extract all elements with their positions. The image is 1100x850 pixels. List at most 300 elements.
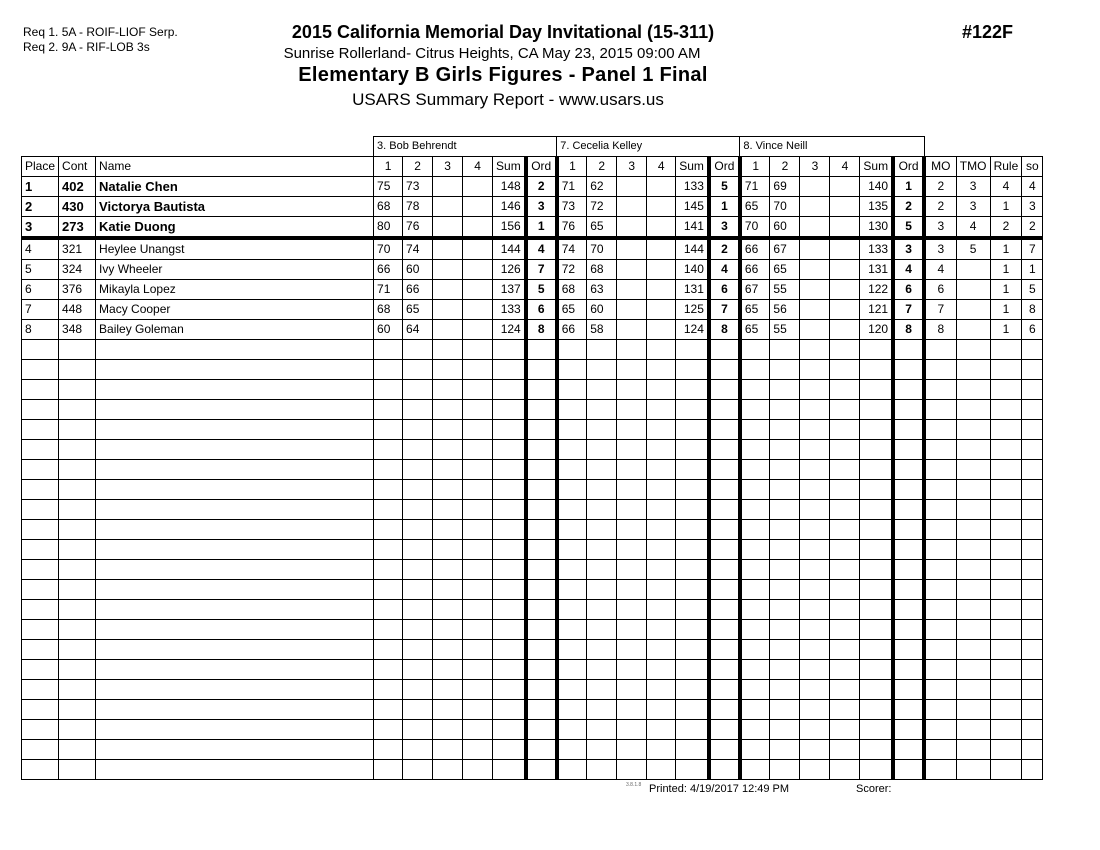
judge-3-score-cell (770, 460, 800, 480)
name-cell: Ivy Wheeler (96, 260, 374, 280)
name-cell (96, 500, 374, 520)
tmo-cell (956, 620, 990, 640)
mo-cell (924, 520, 956, 540)
judge-3-score-cell (830, 600, 860, 620)
judge-2-ordinal-cell (709, 640, 740, 660)
judge-2-score-cell (647, 580, 676, 600)
so-cell: 1 (1022, 260, 1043, 280)
judge-1-score-cell (403, 400, 433, 420)
judge-3-sum-cell: 131 (860, 260, 893, 280)
judge-1-ordinal-cell (526, 440, 557, 460)
cont-cell (59, 540, 96, 560)
judge-1-score-cell (403, 600, 433, 620)
judge-2-ordinal-cell: 2 (709, 238, 740, 260)
judge-1-score-cell (374, 740, 403, 760)
table-row (22, 177, 1043, 197)
judge-1-score-cell (374, 520, 403, 540)
table-row (22, 400, 1043, 420)
mo-cell (924, 600, 956, 620)
mo-cell: 8 (924, 320, 956, 340)
judge-2-score-cell (587, 720, 617, 740)
judge-2-ordinal-cell (709, 520, 740, 540)
place-cell (22, 660, 59, 680)
judge-3-ordinal-cell (893, 660, 924, 680)
judge-3-score-cell (800, 238, 830, 260)
judge-2-score-cell: 71 (557, 177, 587, 197)
name-cell (96, 480, 374, 500)
judge-2-score-cell (587, 620, 617, 640)
judge-3-score-cell (830, 340, 860, 360)
judge-1-score-cell (433, 420, 463, 440)
judge-3-score-cell (830, 740, 860, 760)
judge-1-score-cell (433, 640, 463, 660)
judge-3-score-cell (770, 340, 800, 360)
place-cell (22, 600, 59, 620)
judge-2-score-cell (587, 360, 617, 380)
judge-2-score-cell (647, 197, 676, 217)
so-cell: 2 (1022, 217, 1043, 239)
place-cell (22, 760, 59, 780)
so-cell: 5 (1022, 280, 1043, 300)
judge-1-score-cell: 71 (374, 280, 403, 300)
name-cell (96, 680, 374, 700)
rule-cell (990, 680, 1022, 700)
judge-1-score-cell (433, 540, 463, 560)
judge-3-score-cell: 55 (770, 280, 800, 300)
scorer-label: Scorer: (856, 783, 892, 795)
judge-2-sum-cell (676, 380, 709, 400)
judge-3-score-cell (830, 177, 860, 197)
judge-1-score-cell (374, 600, 403, 620)
place-cell (22, 620, 59, 640)
judge-2-score-cell (617, 260, 647, 280)
judge-1-sum-cell (493, 580, 526, 600)
judge-1-score-cell (403, 640, 433, 660)
judge-2-score-cell: 72 (557, 260, 587, 280)
judge-3-score-cell: 56 (770, 300, 800, 320)
judge-3-score-cell (830, 540, 860, 560)
so-cell: 6 (1022, 320, 1043, 340)
judge-1-score-cell (403, 700, 433, 720)
so-cell (1022, 480, 1043, 500)
place-cell (22, 420, 59, 440)
judge-1-score-cell (463, 700, 493, 720)
judge-1-sum-cell (493, 640, 526, 660)
place-cell (22, 460, 59, 480)
judge-3-score-cell (830, 420, 860, 440)
cont-cell: 402 (59, 177, 96, 197)
judge-3-score-cell (740, 740, 770, 760)
so-cell (1022, 600, 1043, 620)
judge-2-score-cell (587, 500, 617, 520)
judge-1-sum-cell: 148 (493, 177, 526, 197)
tmo-cell (956, 340, 990, 360)
rule-cell (990, 660, 1022, 680)
judge-1-score-cell (374, 720, 403, 740)
judge-2-score-cell (647, 660, 676, 680)
judge-3-score-cell (740, 540, 770, 560)
name-cell: Heylee Unangst (96, 238, 374, 260)
judge-2-sum-cell (676, 660, 709, 680)
judge-1-score-cell (463, 420, 493, 440)
judge-2-score-cell (647, 217, 676, 239)
tmo-cell (956, 380, 990, 400)
col-tmo: TMO (956, 157, 990, 177)
table-row (22, 560, 1043, 580)
judge-3-ordinal-cell: 2 (893, 197, 924, 217)
judge-2-score-cell (647, 380, 676, 400)
judge-3-score-cell (770, 720, 800, 740)
judge-2-score-cell: 76 (557, 217, 587, 239)
judge-2-sum-cell: 144 (676, 238, 709, 260)
name-cell (96, 740, 374, 760)
judge-3-score-cell (740, 380, 770, 400)
judge-3-score-cell: 65 (740, 300, 770, 320)
judge-3-ordinal-cell (893, 740, 924, 760)
rule-cell (990, 480, 1022, 500)
tmo-cell (956, 520, 990, 540)
rule-cell (990, 360, 1022, 380)
judge-2-score-cell (647, 360, 676, 380)
judge-3-ordinal-cell: 8 (893, 320, 924, 340)
judge-1-ordinal-cell (526, 720, 557, 740)
judge-2-sum-cell (676, 720, 709, 740)
judge-1-score-cell: 60 (403, 260, 433, 280)
so-cell (1022, 520, 1043, 540)
judge-3-sum-cell (860, 340, 893, 360)
judge-1-sum-cell: 126 (493, 260, 526, 280)
mo-cell (924, 480, 956, 500)
judge-1-score-cell (374, 660, 403, 680)
judge-3-score-cell (830, 580, 860, 600)
judge-1-score-cell: 64 (403, 320, 433, 340)
judge-1-sum-cell (493, 460, 526, 480)
judge-2-score-cell (647, 680, 676, 700)
place-cell (22, 360, 59, 380)
so-cell (1022, 380, 1043, 400)
judge-2-score-cell (617, 197, 647, 217)
judge-3-score-cell (770, 760, 800, 780)
table-row (22, 360, 1043, 380)
judge-3-ordinal-cell: 7 (893, 300, 924, 320)
judge-2-ordinal-cell (709, 600, 740, 620)
judge-1-score-cell (403, 720, 433, 740)
judge-3-score-cell (740, 700, 770, 720)
judge-2-sum-cell: 140 (676, 260, 709, 280)
judge-2-sum-cell: 133 (676, 177, 709, 197)
judge-2-ordinal-cell (709, 540, 740, 560)
judge-1-score-cell (403, 440, 433, 460)
judge-3-score-cell: 65 (740, 197, 770, 217)
column-header-row (22, 157, 1043, 177)
judge-1-score-cell: 65 (403, 300, 433, 320)
judge-3-score-cell: 71 (740, 177, 770, 197)
rule-cell (990, 620, 1022, 640)
cont-cell: 430 (59, 197, 96, 217)
rule-cell: 1 (990, 260, 1022, 280)
rule-cell (990, 700, 1022, 720)
judge-3-score-cell (770, 520, 800, 540)
mo-cell (924, 420, 956, 440)
name-cell: Bailey Goleman (96, 320, 374, 340)
rule-cell: 1 (990, 320, 1022, 340)
judge-3-score-cell (830, 620, 860, 640)
judge-2-score-cell (647, 400, 676, 420)
judge-2-score-cell (617, 400, 647, 420)
judge-3-ordinal-cell (893, 640, 924, 660)
judge-1-ordinal-cell (526, 740, 557, 760)
judge-3-score-cell (800, 700, 830, 720)
judge-2-score-cell (557, 660, 587, 680)
judge-3-ordinal-cell: 3 (893, 238, 924, 260)
mo-cell (924, 460, 956, 480)
rule-cell (990, 640, 1022, 660)
judge-1-score-cell (463, 340, 493, 360)
judge-3-score-cell: 67 (770, 238, 800, 260)
judge-1-ordinal-cell (526, 400, 557, 420)
rule-cell (990, 580, 1022, 600)
judge-1-ordinal-cell: 1 (526, 217, 557, 239)
judge-3-sum-cell (860, 640, 893, 660)
cont-cell (59, 340, 96, 360)
cont-cell (59, 680, 96, 700)
judge-2-ordinal-cell: 7 (709, 300, 740, 320)
judge-3-score-cell (740, 460, 770, 480)
version-label: 3.8.1.8 (626, 782, 642, 788)
judge-2-score-cell: 66 (557, 320, 587, 340)
judge-2-score-cell (557, 620, 587, 640)
judge-1-score-cell: 80 (374, 217, 403, 239)
judge-3-score-cell (740, 620, 770, 640)
judge-2-score-cell (557, 440, 587, 460)
judge-1-score-cell (374, 620, 403, 640)
judge-3-score-cell (800, 540, 830, 560)
judge-2-score-cell (647, 340, 676, 360)
judge-1-score-cell (463, 238, 493, 260)
judge-2-score-cell (587, 660, 617, 680)
judge-2-sum-cell (676, 620, 709, 640)
rule-cell (990, 740, 1022, 760)
judge-1-score-cell (463, 520, 493, 540)
judge-3-ordinal-cell (893, 580, 924, 600)
judge-3-sum-cell: 121 (860, 300, 893, 320)
judge-2-score-cell (647, 440, 676, 460)
judge-2-ordinal-cell (709, 680, 740, 700)
judge-2-score-cell: 74 (557, 238, 587, 260)
mo-cell (924, 440, 956, 460)
judge-1-sum-cell: 144 (493, 238, 526, 260)
judge-1-score-cell (433, 680, 463, 700)
judge-2-score-cell (587, 640, 617, 660)
judge-3-ordinal-cell (893, 560, 924, 580)
rule-cell (990, 440, 1022, 460)
judge-2-ordinal-cell (709, 460, 740, 480)
judge-2-score-cell (557, 460, 587, 480)
judge-2-score-cell (617, 740, 647, 760)
cont-cell: 324 (59, 260, 96, 280)
judge-3-sum-cell (860, 400, 893, 420)
judge-1-score-cell (463, 177, 493, 197)
rule-cell (990, 520, 1022, 540)
judge-2-score-cell (557, 560, 587, 580)
so-cell (1022, 580, 1043, 600)
judge-2-score-cell (647, 320, 676, 340)
place-cell: 1 (22, 177, 59, 197)
judge-3-score-cell (740, 440, 770, 460)
judge-3-ordinal-cell (893, 400, 924, 420)
judge-3-score-cell (740, 580, 770, 600)
judge-2-score-cell (647, 460, 676, 480)
mo-cell (924, 660, 956, 680)
judge-3-sum-cell (860, 520, 893, 540)
judge-2-score-cell (557, 520, 587, 540)
judge-1-ordinal-cell (526, 700, 557, 720)
so-cell (1022, 660, 1043, 680)
judge-3-ordinal-cell (893, 380, 924, 400)
judge-1-score-cell (403, 460, 433, 480)
judge-1-score-cell (463, 300, 493, 320)
judge-2-sum-cell (676, 600, 709, 620)
judge-3-ordinal-cell: 4 (893, 260, 924, 280)
judge-2-col-1: 1 (557, 157, 587, 177)
judge-1-score-cell: 66 (374, 260, 403, 280)
printed-timestamp: Printed: 4/19/2017 12:49 PM (649, 783, 790, 795)
judge-2-ordinal-cell (709, 400, 740, 420)
judge-3-score-cell (800, 760, 830, 780)
tmo-cell (956, 580, 990, 600)
tmo-cell (956, 280, 990, 300)
table-row (22, 720, 1043, 740)
tmo-cell (956, 640, 990, 660)
judge-3-sum-cell (860, 540, 893, 560)
judge-1-score-cell (433, 260, 463, 280)
table-row (22, 640, 1043, 660)
judge-3-score-cell (830, 680, 860, 700)
judge-3-score-cell (770, 540, 800, 560)
judge-3-score-cell (830, 360, 860, 380)
judge-3-sum-cell (860, 660, 893, 680)
place-cell (22, 520, 59, 540)
name-cell (96, 440, 374, 460)
judge-3-score-cell (740, 660, 770, 680)
rule-cell (990, 380, 1022, 400)
judge-3-col-3: 3 (800, 157, 830, 177)
judge-1-score-cell (403, 360, 433, 380)
place-cell (22, 680, 59, 700)
judge-1-score-cell (463, 500, 493, 520)
judge-2-col-3: 3 (617, 157, 647, 177)
judge-3-score-cell (830, 700, 860, 720)
judge-2-sum-cell (676, 460, 709, 480)
judge-2-score-cell (587, 540, 617, 560)
judge-2-sum-cell: 145 (676, 197, 709, 217)
judge-3-score-cell (770, 660, 800, 680)
so-cell (1022, 700, 1043, 720)
judge-1-ordinal-cell (526, 640, 557, 660)
judge-1-score-cell (433, 600, 463, 620)
rule-cell (990, 720, 1022, 740)
so-cell (1022, 420, 1043, 440)
judge-1-ordinal-cell (526, 340, 557, 360)
judge-2-score-cell (587, 760, 617, 780)
judge-1-score-cell (463, 197, 493, 217)
rule-cell: 4 (990, 177, 1022, 197)
judge-1-col-4: 4 (463, 157, 493, 177)
judge-2-ordinal-cell: 1 (709, 197, 740, 217)
judge-3-score-cell (770, 740, 800, 760)
judge-3-score-cell (770, 600, 800, 620)
tmo-cell (956, 600, 990, 620)
judge-1-score-cell (403, 680, 433, 700)
judge-2-score-cell (617, 380, 647, 400)
judge-2-score-cell (617, 560, 647, 580)
table-row (22, 440, 1043, 460)
cont-cell: 348 (59, 320, 96, 340)
judge-3-score-cell (800, 640, 830, 660)
judge-3-sum-cell (860, 720, 893, 740)
mo-cell (924, 720, 956, 740)
judge-1-score-cell (403, 660, 433, 680)
tmo-cell (956, 400, 990, 420)
mo-cell (924, 640, 956, 660)
judge-2-score-cell: 73 (557, 197, 587, 217)
judge-3-ordinal-cell (893, 680, 924, 700)
judge-1-score-cell: 68 (374, 300, 403, 320)
judge-1-ordinal-cell (526, 560, 557, 580)
tmo-cell (956, 560, 990, 580)
judge-3-score-cell (770, 380, 800, 400)
judge-1-score-cell (463, 640, 493, 660)
judge-1-ordinal-cell (526, 480, 557, 500)
name-cell: Victorya Bautista (96, 197, 374, 217)
judge-3-score-cell: 70 (740, 217, 770, 239)
judge-3-score-cell (830, 320, 860, 340)
judge-1-score-cell (374, 560, 403, 580)
judge-2-col-2: 2 (587, 157, 617, 177)
judge-2-score-cell (647, 300, 676, 320)
mo-cell (924, 760, 956, 780)
judge-2-score-cell: 68 (587, 260, 617, 280)
judge-3-ordinal-cell (893, 420, 924, 440)
name-cell (96, 540, 374, 560)
judge-3-score-cell (740, 560, 770, 580)
place-cell (22, 580, 59, 600)
rule-cell: 1 (990, 197, 1022, 217)
judge-2-sum-cell (676, 580, 709, 600)
judge-1-ordinal-cell (526, 380, 557, 400)
place-cell: 6 (22, 280, 59, 300)
judge-3-score-cell (800, 197, 830, 217)
place-cell (22, 480, 59, 500)
judge-1-score-cell (374, 460, 403, 480)
so-cell (1022, 540, 1043, 560)
judge-3-score-cell (830, 238, 860, 260)
judge-1-sum-cell (493, 620, 526, 640)
mo-cell: 3 (924, 238, 956, 260)
judge-2-score-cell (587, 440, 617, 460)
so-cell (1022, 500, 1043, 520)
judge-1-sum-cell (493, 700, 526, 720)
judge-3-score-cell (830, 520, 860, 540)
judge-3-score-cell (800, 500, 830, 520)
judge-3-ordinal-cell (893, 700, 924, 720)
judge-3-score-cell (830, 660, 860, 680)
judge-1-score-cell (433, 238, 463, 260)
judge-2-score-cell (617, 680, 647, 700)
judge-1-score-cell (403, 560, 433, 580)
judge-2-score-cell: 65 (557, 300, 587, 320)
rule-cell (990, 420, 1022, 440)
